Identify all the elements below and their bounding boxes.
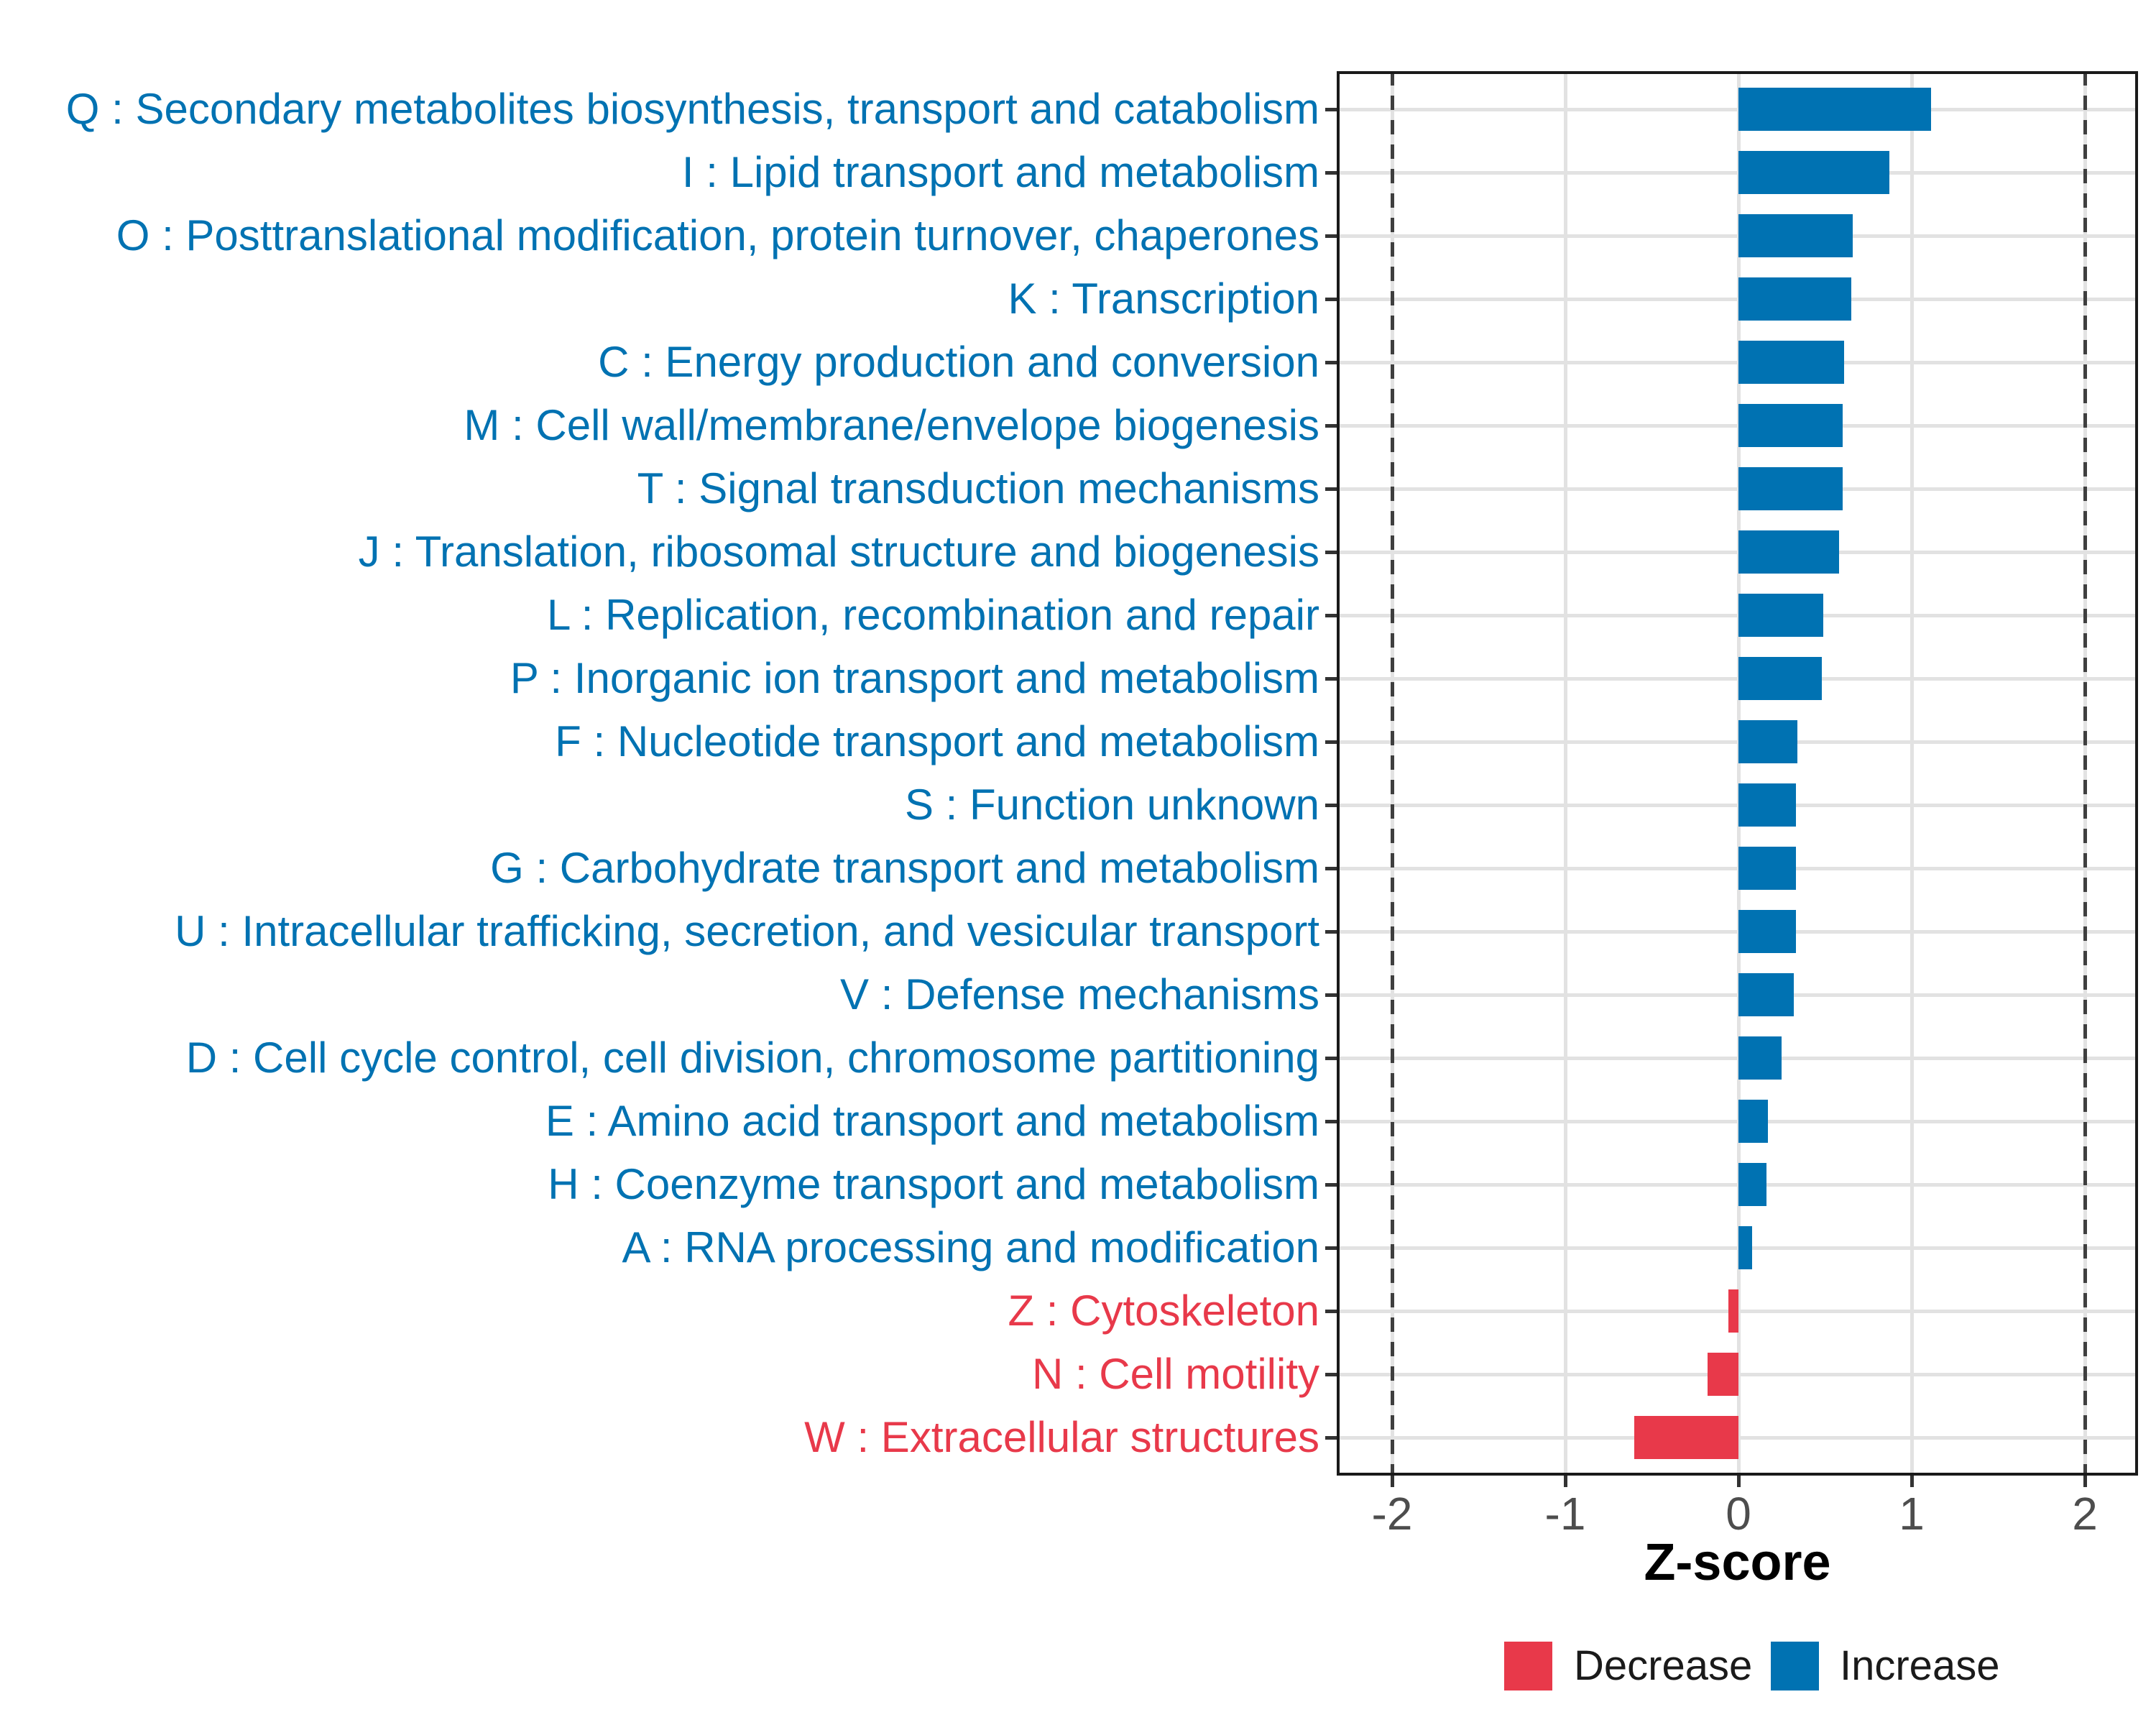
plot-panel [1337,71,2138,1476]
gridline-x--1 [1564,71,1567,1476]
reference-line--2 [1391,71,1394,1476]
y-tick-Z [1325,1310,1337,1313]
bar-K [1738,277,1851,321]
gridline-row-E [1337,1120,2138,1123]
gridline-row-O [1337,234,2138,238]
y-tick-H [1325,1183,1337,1187]
reference-line-2 [2083,71,2087,1476]
bar-H [1738,1163,1766,1206]
x-axis-title: Z-score [1644,1534,1831,1591]
category-label-M: M : Cell wall/membrane/envelope biogenesis [464,401,1319,449]
x-tick--1 [1564,1476,1567,1487]
bar-O [1738,214,1853,257]
gridline-x-1 [1910,71,1914,1476]
y-tick-C [1325,361,1337,364]
gridline-row-H [1337,1183,2138,1187]
gridline-row-G [1337,867,2138,870]
category-label-Z: Z : Cytoskeleton [1008,1287,1319,1335]
category-label-U: U : Intracellular trafficking, secretion, and vesicular transport [175,907,1319,955]
legend-label-decrease: Decrease [1574,1642,1753,1689]
x-tick-label-1: 1 [1899,1488,1925,1540]
bar-Q [1738,88,1931,131]
x-tick--2 [1391,1476,1394,1487]
x-tick-label-2: 2 [2072,1488,2098,1540]
category-label-P: P : Inorganic ion transport and metabolism [510,654,1319,702]
bar-N [1708,1353,1738,1396]
y-tick-P [1325,677,1337,681]
category-label-K: K : Transcription [1008,275,1319,323]
category-label-N: N : Cell motility [1031,1350,1319,1398]
bar-I [1738,151,1889,194]
y-tick-T [1325,487,1337,491]
category-label-E: E : Amino acid transport and metabolism [545,1097,1319,1145]
y-tick-J [1325,551,1337,554]
category-label-D: D : Cell cycle control, cell division, chromosome partitioning [185,1034,1319,1082]
gridline-row-U [1337,930,2138,934]
category-label-G: G : Carbohydrate transport and metabolism [490,844,1319,892]
gridline-row-S [1337,804,2138,807]
bar-S [1738,783,1796,827]
legend-label-increase: Increase [1840,1642,2000,1689]
category-label-A: A : RNA processing and modification [622,1223,1319,1271]
gridline-row-L [1337,614,2138,617]
y-tick-Q [1325,108,1337,111]
x-tick-label-0: 0 [1726,1488,1751,1540]
gridline-row-V [1337,993,2138,997]
gridline-row-K [1337,298,2138,301]
category-label-L: L : Replication, recombination and repair [546,591,1319,639]
y-tick-I [1325,171,1337,175]
bar-P [1738,657,1822,700]
legend-swatch-increase [1771,1642,1819,1690]
x-tick-label--2: -2 [1371,1488,1413,1540]
y-tick-W [1325,1436,1337,1440]
y-tick-N [1325,1373,1337,1376]
category-label-T: T : Signal transduction mechanisms [637,464,1319,512]
category-label-O: O : Posttranslational modification, protein turnover, chaperones [116,211,1319,259]
bar-D [1738,1036,1782,1080]
category-label-C: C : Energy production and conversion [598,338,1319,386]
gridline-row-M [1337,424,2138,428]
bar-F [1738,720,1797,763]
bar-T [1738,467,1843,510]
bar-E [1738,1100,1768,1143]
bar-L [1738,594,1823,637]
gridline-row-T [1337,487,2138,491]
bar-U [1738,910,1796,953]
bar-G [1738,847,1796,890]
category-label-V: V : Defense mechanisms [840,970,1319,1018]
category-label-H: H : Coenzyme transport and metabolism [548,1160,1319,1208]
y-tick-U [1325,930,1337,934]
y-tick-L [1325,614,1337,617]
bar-J [1738,530,1839,574]
y-tick-D [1325,1057,1337,1060]
category-label-W: W : Extracellular structures [804,1413,1319,1461]
y-tick-O [1325,234,1337,238]
bar-Z [1728,1289,1738,1333]
bar-C [1738,341,1844,384]
gridline-row-Q [1337,108,2138,111]
bar-W [1634,1416,1738,1459]
category-label-I: I : Lipid transport and metabolism [681,148,1319,196]
bar-M [1738,404,1843,447]
x-tick-label--1: -1 [1544,1488,1586,1540]
gridline-row-A [1337,1246,2138,1250]
gridline-row-P [1337,677,2138,681]
y-tick-E [1325,1120,1337,1123]
y-tick-A [1325,1246,1337,1250]
category-label-J: J : Translation, ribosomal structure and biogenesis [358,528,1319,576]
bar-A [1738,1226,1752,1269]
gridline-row-D [1337,1057,2138,1060]
gridline-row-J [1337,551,2138,554]
y-tick-S [1325,804,1337,807]
category-label-F: F : Nucleotide transport and metabolism [555,717,1319,765]
y-tick-K [1325,298,1337,301]
gridline-row-C [1337,361,2138,364]
x-tick-1 [1910,1476,1914,1487]
bar-V [1738,973,1794,1016]
y-tick-G [1325,867,1337,870]
y-tick-V [1325,993,1337,997]
category-label-Q: Q : Secondary metabolites biosynthesis, transport and catabolism [65,85,1319,133]
category-label-S: S : Function unknown [904,781,1319,829]
gridline-row-F [1337,740,2138,744]
gridline-row-I [1337,171,2138,175]
y-tick-F [1325,740,1337,744]
x-tick-2 [2083,1476,2087,1487]
x-tick-0 [1737,1476,1741,1487]
legend-swatch-decrease [1504,1642,1552,1690]
y-tick-M [1325,424,1337,428]
